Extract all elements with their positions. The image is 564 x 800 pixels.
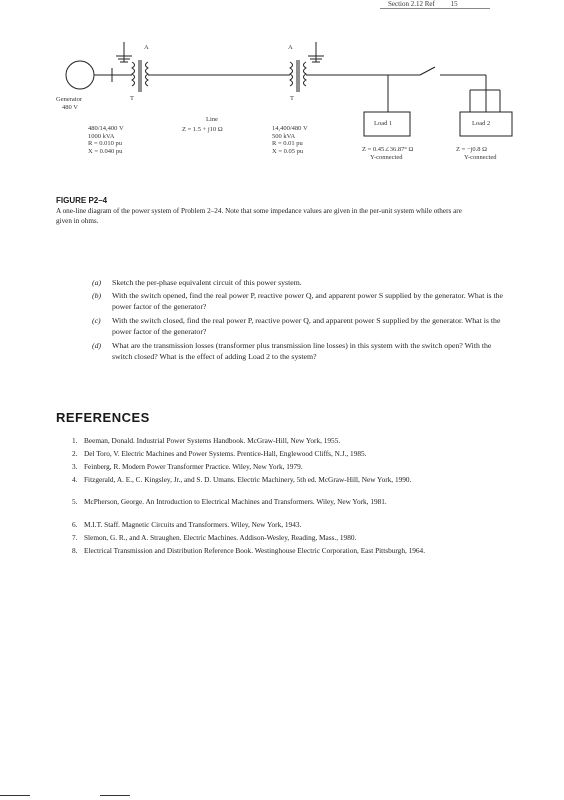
t1-rating-voltage: 480/14,400 V (88, 125, 124, 132)
line-label: Line (206, 116, 218, 123)
question-label: (d) (92, 341, 102, 350)
scan-mark (0, 795, 30, 796)
t2-node-b: T (290, 95, 294, 102)
line-impedance: Z = 1.5 + j10 Ω (182, 126, 223, 133)
question-text: What are the transmission losses (transformer plus transmission line losses) in this system with the switch open? With the switch closed? What is the effect of adding Load 2 to the system? (112, 341, 492, 361)
reference-number: 6. (72, 520, 78, 529)
reference-item (72, 462, 514, 472)
reference-item (72, 475, 514, 495)
transformer-t1-symbol (132, 60, 148, 92)
t2-rating-kva: 500 kVA (272, 132, 296, 140)
reference-item (72, 533, 514, 543)
figure-caption: A one-line diagram of the power system of Problem 2–24. Note that some impedance values are given in the per-unit system while others are given in ohms. (56, 207, 462, 225)
load1-label: Load 1 (374, 120, 393, 127)
generator-symbol (66, 61, 94, 89)
one-line-diagram (0, 0, 564, 200)
reference-number: 1. (72, 436, 78, 445)
reference-number: 3. (72, 462, 78, 471)
reference-number: 4. (72, 475, 78, 484)
t2-node-a: A (288, 44, 293, 51)
reference-text: Del Toro, V. Electric Machines and Power Systems. Prentice-Hall, Englewood Cliffs, N.J., 1985. (84, 449, 367, 458)
t1-rating-kva: 1000 kVA (88, 132, 115, 140)
generator-voltage: 480 V (62, 103, 78, 111)
reference-item (72, 436, 514, 446)
reference-text: McPherson, George. An Introduction to Electrical Machines and Transformers. Wiley, New York, 1981. (84, 497, 387, 506)
reference-number: 8. (72, 546, 78, 555)
scan-mark (100, 795, 130, 796)
generator-label (56, 96, 82, 111)
t1-ratings (88, 125, 124, 155)
reference-item (72, 497, 514, 517)
t1-rating-x: X = 0.040 pu (88, 147, 123, 155)
reference-item (72, 449, 514, 459)
reference-item (72, 546, 514, 566)
reference-text: Slemon, G. R., and A. Straughen. Electric Machines. Addison-Wesley, Reading, Mass., 1980. (84, 533, 357, 542)
reference-number: 5. (72, 497, 78, 506)
t2-rating-voltage: 14,400/480 V (272, 125, 308, 132)
question-d (92, 341, 512, 374)
reference-text: Electrical Transmission and Distribution Reference Book. Westinghouse Electric Corporation, East Pittsburgh, 1964. (84, 546, 426, 555)
load1-values (362, 146, 413, 161)
reference-text: Beeman, Donald. Industrial Power Systems Handbook. McGraw-Hill, New York, 1955. (84, 436, 341, 445)
question-text: Sketch the per-phase equivalent circuit of this power system. (112, 278, 302, 287)
question-a (92, 278, 512, 289)
t2-rating-r: R = 0.01 pu (272, 140, 303, 147)
load2-label: Load 2 (472, 120, 491, 127)
question-text: With the switch opened, find the real power P, reactive power Q, and apparent power S supplied by the generator. What is the power factor of the generator? (112, 291, 504, 311)
reference-item (72, 520, 514, 530)
t1-node-b: T (130, 95, 134, 102)
reference-text: Fitzgerald, A. E., C. Kingsley, Jr., and S. D. Umans. Electric Machinery, 5th ed. McGraw-Hill, New York, 1990. (84, 475, 412, 484)
generator-name: Generator (56, 96, 82, 103)
load2-connection: Y-connected (464, 153, 497, 161)
question-label: (c) (92, 316, 101, 325)
t2-rating-x: X = 0.05 pu (272, 147, 304, 155)
load2-impedance: Z = −j0.8 Ω (456, 146, 487, 153)
figure-title: FIGURE P2–4 (56, 196, 108, 205)
transformer-t2-symbol (290, 60, 306, 92)
question-label: (a) (92, 278, 102, 287)
running-header-text: Section 2.12 Ref (388, 0, 435, 8)
switch-symbol (420, 67, 435, 75)
t1-rating-r: R = 0.010 pu (88, 140, 123, 147)
t2-ratings (272, 125, 308, 155)
reference-text: Feinberg, R. Modern Power Transformer Practice. Wiley, New York, 1979. (84, 462, 303, 471)
t1-node-a: A (144, 44, 149, 51)
reference-number: 2. (72, 449, 78, 458)
reference-number: 7. (72, 533, 78, 542)
question-label: (b) (92, 291, 102, 300)
question-c (92, 316, 512, 338)
question-text: With the switch closed, find the real power P, reactive power Q, and apparent power S supplied by the generator. What is the power factor of the generator? (112, 316, 501, 336)
reference-text: M.I.T. Staff. Magnetic Circuits and Transformers. Wiley, New York, 1943. (84, 520, 302, 529)
page-number: 15 (450, 0, 458, 8)
load2-values (456, 146, 496, 161)
load1-connection: Y-connected (370, 153, 403, 161)
load1-impedance: Z = 0.45∠36.87° Ω (362, 146, 414, 153)
references-heading: REFERENCES (56, 410, 150, 425)
question-b (92, 291, 512, 313)
